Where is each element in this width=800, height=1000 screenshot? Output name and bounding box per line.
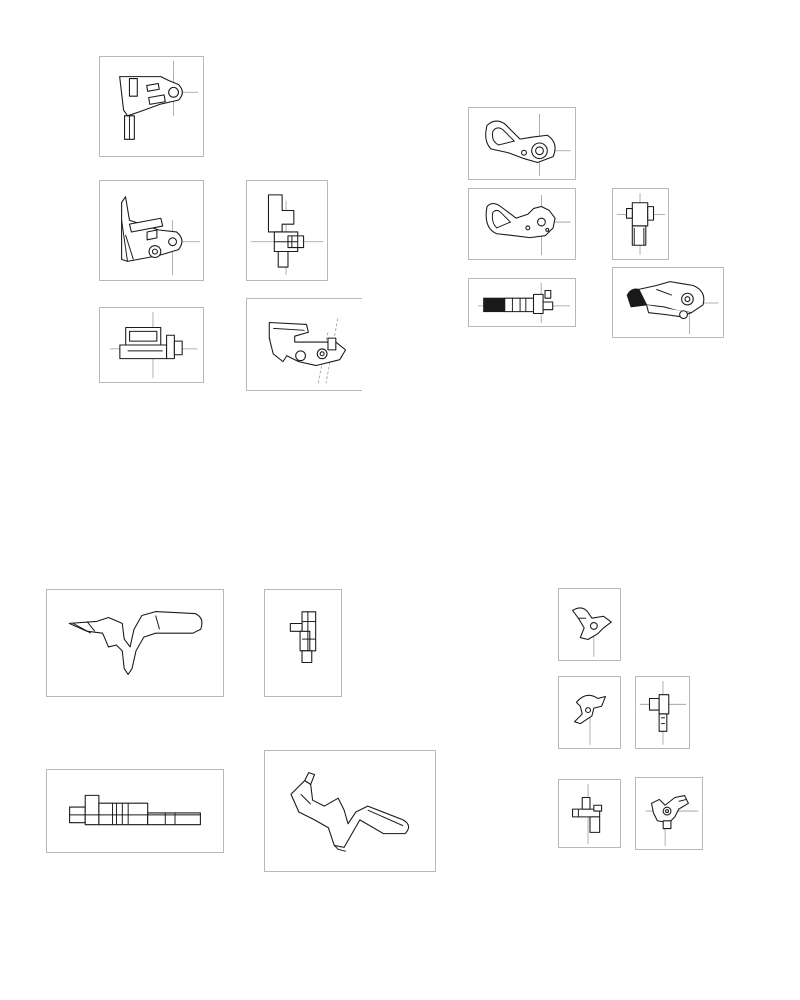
view-bl-4-trigger-bar-perspective <box>264 750 436 872</box>
view-tr-2-hammer-side <box>468 188 576 260</box>
view-tl-1-sear-front <box>99 56 204 157</box>
trigger-bar-perspective-icon <box>265 751 435 871</box>
view-bl-1-trigger-bar-side <box>46 589 224 697</box>
view-br-5-safety-perspective <box>635 777 703 850</box>
sear-iso-icon <box>100 181 203 280</box>
hammer-front-icon <box>613 189 668 259</box>
safety-iso-icon <box>559 589 620 660</box>
view-bl-2-trigger-bar-end <box>264 589 342 697</box>
trigger-bar-end-icon <box>265 590 341 696</box>
hammer-side-icon <box>469 189 575 259</box>
view-tl-3-sear-side <box>246 180 328 281</box>
trigger-bar-top-icon <box>47 770 223 852</box>
view-br-1-safety-iso <box>558 588 621 661</box>
view-br-4-safety-top <box>558 779 621 848</box>
view-br-3-safety-front <box>635 676 690 749</box>
safety-side-icon <box>559 677 620 748</box>
view-tl-2-sear-iso <box>99 180 204 281</box>
hammer-perspective-icon <box>613 268 723 337</box>
hammer-top-icon <box>469 279 575 326</box>
sear-front-icon <box>100 57 203 156</box>
view-tl-5-sear-perspective <box>246 298 362 391</box>
view-tr-1-hammer-iso <box>468 107 576 180</box>
view-tl-4-sear-bottom <box>99 307 204 383</box>
sear-bottom-icon <box>100 308 203 382</box>
safety-perspective-icon <box>636 778 702 849</box>
view-tr-4-hammer-top <box>468 278 576 327</box>
sear-side-icon <box>247 181 327 280</box>
safety-top-icon <box>559 780 620 847</box>
trigger-bar-side-icon <box>47 590 223 696</box>
view-br-2-safety-side <box>558 676 621 749</box>
view-tr-5-hammer-perspective <box>612 267 724 338</box>
sear-perspective-icon <box>247 299 362 390</box>
view-tr-3-hammer-front <box>612 188 669 260</box>
view-bl-3-trigger-bar-top <box>46 769 224 853</box>
hammer-iso-icon <box>469 108 575 179</box>
safety-front-icon <box>636 677 689 748</box>
